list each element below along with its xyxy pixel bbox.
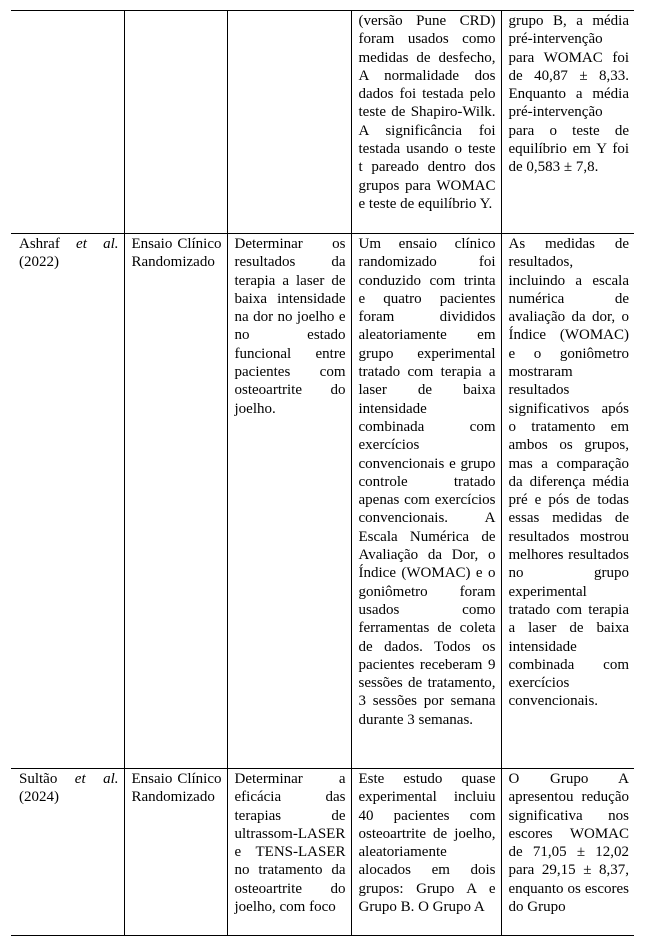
- objective-cell: Determinar os resultados da terapia a laser de baixa intensidade na dor no joelho e no estado funcional entre pacientes com osteoartrite do joelho.: [227, 234, 351, 769]
- author-cell: [11, 234, 124, 769]
- author-cell: [11, 769, 124, 936]
- table-row: [11, 234, 634, 769]
- author-name: Ashraf: [19, 236, 60, 252]
- methods-cell: (versão Pune CRD) foram usados como medidas de desfecho, A normalidade dos dados foi testada pelo teste de Shapiro-Wilk. A significância foi testada usando o teste t pareado dentro dos grupos para WOMAC e teste de equilíbrio Y.: [351, 11, 501, 234]
- design-cell: Ensaio Clínico Randomizado: [124, 234, 227, 769]
- studies-table: [11, 10, 634, 936]
- objective-cell: [227, 11, 351, 234]
- methods-cell: Um ensaio clínico randomizado foi conduzido com trinta e quatro pacientes foram divididos aleatoriamente em grupo experimental tratado com terapia a laser de baixa intensidade combinada com exercícios convencionais e grupo controle tratado apenas com exercícios convencionais. A Escala Numérica de Avaliação da Dor, o Índice (WOMAC) e o goniômetro foram usados como ferramentas de coleta de dados. Todos os pacientes receberam 9 sessões de tratamento, 3 sessões por semana durante 3 semanas.: [351, 234, 501, 769]
- results-cell: O Grupo A apresentou redução significativa nos escores WOMAC de 71,05 ± 12,02 para 29,15 ± 8,37, enquanto os escores do Grupo: [501, 769, 634, 936]
- author-etal: et al.: [74, 771, 119, 787]
- author-cell: [11, 11, 124, 234]
- methods-cell: Este estudo quase experimental incluiu 40 pacientes com osteoartrite de joelho, aleatoriamente alocados em dois grupos: Grupo A e Grupo B. O Grupo A: [351, 769, 501, 936]
- results-cell: As medidas de resultados, incluindo a escala numérica de avaliação da dor, o Índice (WOMAC) e o goniômetro mostraram resultados significativos após o tratamento em ambos os grupos, mas a comparação da diferença média pré e pós de todas essas medidas de resultados mostrou melhores resultados no grupo experimental tratado com terapia a laser de baixa intensidade combinada com exercícios convencionais.: [501, 234, 634, 769]
- table-row: [11, 769, 634, 936]
- design-cell: Ensaio Clínico Randomizado: [124, 769, 227, 936]
- publication-year: (2024): [19, 789, 59, 806]
- author-etal: et al.: [76, 236, 119, 252]
- results-cell: grupo B, a média pré-intervenção para WOMAC foi de 40,87 ± 8,33. Enquanto a média pré-intervenção para o teste de equilíbrio em Y foi de 0,583 ± 7,8.: [501, 11, 634, 234]
- design-cell: [124, 11, 227, 234]
- table-row: [11, 11, 634, 234]
- objective-cell: Determinar a eficácia das terapias de ultrassom-LASER e TENS-LASER no tratamento da osteoartrite do joelho, com foco: [227, 769, 351, 936]
- publication-year: (2022): [19, 254, 59, 271]
- author-name: Sultão: [19, 771, 58, 787]
